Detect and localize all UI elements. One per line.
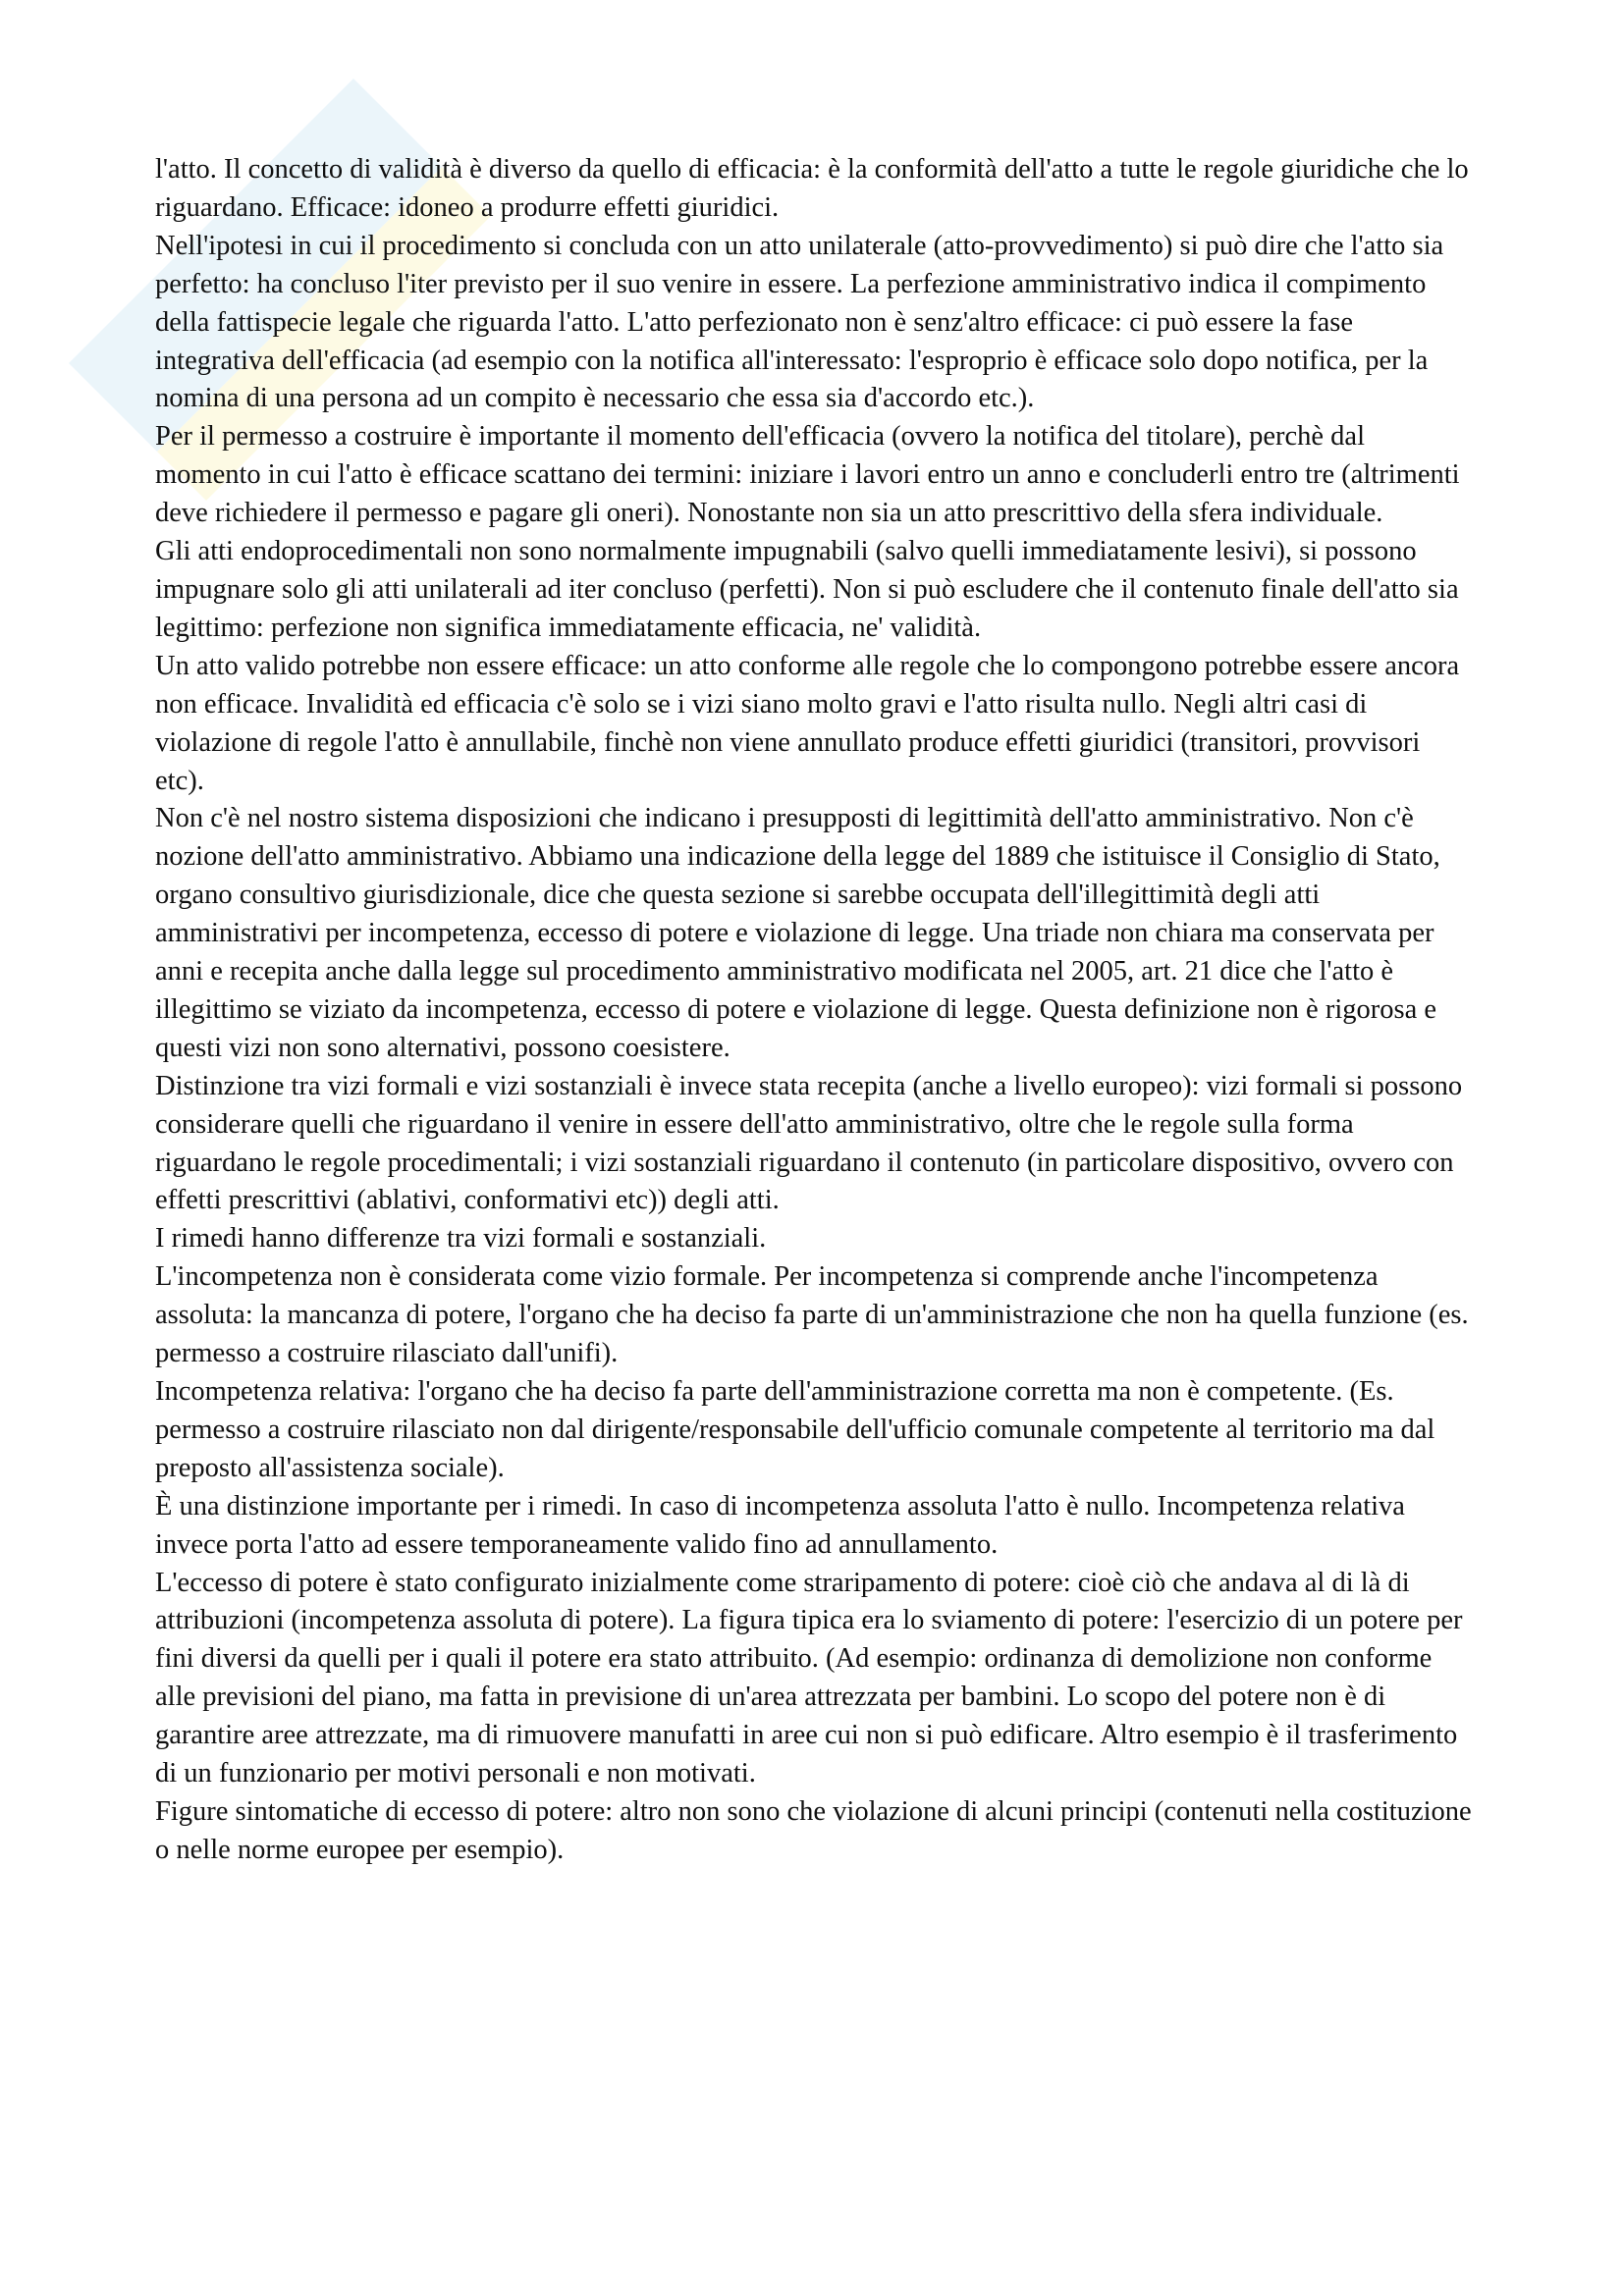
paragraph: L'eccesso di potere è stato configurato inizialmente come straripamento di potere: cioè ciò che andava al di là di attribuzioni (incompetenza assoluta di potere). La figura tipica era lo sviamento di potere: l'esercizio di un potere per fini diversi da quelli per i quali il potere era stato attribuito. (Ad esempio: ordinanza di demolizione non conforme alle previsioni del piano, ma fatta in previsione di un'area attrezzata per bambini. Lo scopo del potere non è di garantire aree attrezzate, ma di rimuovere manufatti in aree cui non si può edificare. Altro esempio è il trasferimento di un funzionario per motivi personali e non motivati.	[155, 1567, 1463, 1789]
paragraph: L'incompetenza non è considerata come vizio formale. Per incompetenza si comprende anche l'incompetenza assoluta: la mancanza di potere, l'organo che ha deciso fa parte di un'amministrazione che non ha quella funzione (es. permesso a costruire rilasciato dall'unifi).	[155, 1261, 1469, 1369]
paragraph: Non c'è nel nostro sistema disposizioni che indicano i presupposti di legittimità dell'atto amministrativo. Non c'è nozione dell'atto amministrativo. Abbiamo una indicazione della legge del 1889 che istituisce il Consiglio di Stato, organo consultivo giurisdizionale, dice che questa sezione si sarebbe occupata dell'illegittimità degli atti amministrativi per incompetenza, eccesso di potere e violazione di legge. Una triade non chiara ma conservata per anni e recepita anche dalla legge sul procedimento amministrativo modificata nel 2005, art. 21 dice che l'atto è illegittimo se viziato da incompetenza, eccesso di potere e violazione di legge. Questa definizione non è rigorosa e questi vizi non sono alternativi, possono coesistere.	[155, 803, 1440, 1063]
paragraph: Distinzione tra vizi formali e vizi sostanziali è invece stata recepita (anche a livello europeo): vizi formali si possono considerare quelli che riguardano il venire in essere dell'atto amministrativo, oltre che le regole sulla forma riguardano le regole procedimentali; i vizi sostanziali riguardano il contenuto (in particolare dispositivo, ovvero con effetti prescrittivi (ablativi, conformativi etc)) degli atti.	[155, 1070, 1463, 1216]
paragraph: Figure sintomatiche di eccesso di potere: altro non sono che violazione di alcuni principi (contenuti nella costituzione o nelle norme europee per esempio).	[155, 1795, 1472, 1865]
paragraph: Nell'ipotesi in cui il procedimento si concluda con un atto unilaterale (atto-provvedimento) si può dire che l'atto sia perfetto: ha concluso l'iter previsto per il suo venire in essere. La perfezione amministrativo indica il compimento della fattispecie legale che riguarda l'atto. L'atto perfezionato non è senz'altro efficace: ci può essere la fase integrativa dell'efficacia (ad esempio con la notifica all'interessato: l'esproprio è efficace solo dopo notifica, per la nomina di una persona ad un compito è necessario che essa sia d'accordo etc.).	[155, 230, 1444, 414]
paragraph: Incompetenza relativa: l'organo che ha deciso fa parte dell'amministrazione corretta ma non è competente. (Es. permesso a costruire rilasciato non dal dirigente/responsabile dell'ufficio comunale competente al territorio ma dal preposto all'assistenza sociale).	[155, 1376, 1435, 1483]
paragraph: Gli atti endoprocedimentali non sono normalmente impugnabili (salvo quelli immediatamente lesivi), si possono impugnare solo gli atti unilaterali ad iter concluso (perfetti). Non si può escludere che il contenuto finale dell'atto sia legittimo: perfezione non significa immediatamente efficacia, ne' validità.	[155, 536, 1459, 643]
paragraph: I rimedi hanno differenze tra vizi formali e sostanziali.	[155, 1223, 767, 1255]
paragraph: È una distinzione importante per i rimedi. In caso di incompetenza assoluta l'atto è nullo. Incompetenza relativa invece porta l'atto ad essere temporaneamente valido fino ad annullamento.	[155, 1490, 1405, 1560]
paragraph: l'atto. Il concetto di validità è diverso da quello di efficacia: è la conformità dell'atto a tutte le regole giuridiche che lo riguardano. Efficace: idoneo a produrre effetti giuridici.	[155, 154, 1469, 223]
paragraph: Un atto valido potrebbe non essere efficace: un atto conforme alle regole che lo compongono potrebbe essere ancora non efficace. Invalidità ed efficacia c'è solo se i vizi siano molto gravi e l'atto risulta nullo. Negli altri casi di violazione di regole l'atto è annullabile, finchè non viene annullato produce effetti giuridici (transitori, provvisori etc).	[155, 650, 1460, 796]
paragraph: Per il permesso a costruire è importante il momento dell'efficacia (ovvero la notifica del titolare), perchè dal momento in cui l'atto è efficace scattano dei termini: iniziare i lavori entro un anno e concluderli entro tre (altrimenti deve richiedere il permesso e pagare gli oneri). Nonostante non sia un atto prescrittivo della sfera individuale.	[155, 421, 1460, 529]
document-body	[155, 151, 1476, 1870]
